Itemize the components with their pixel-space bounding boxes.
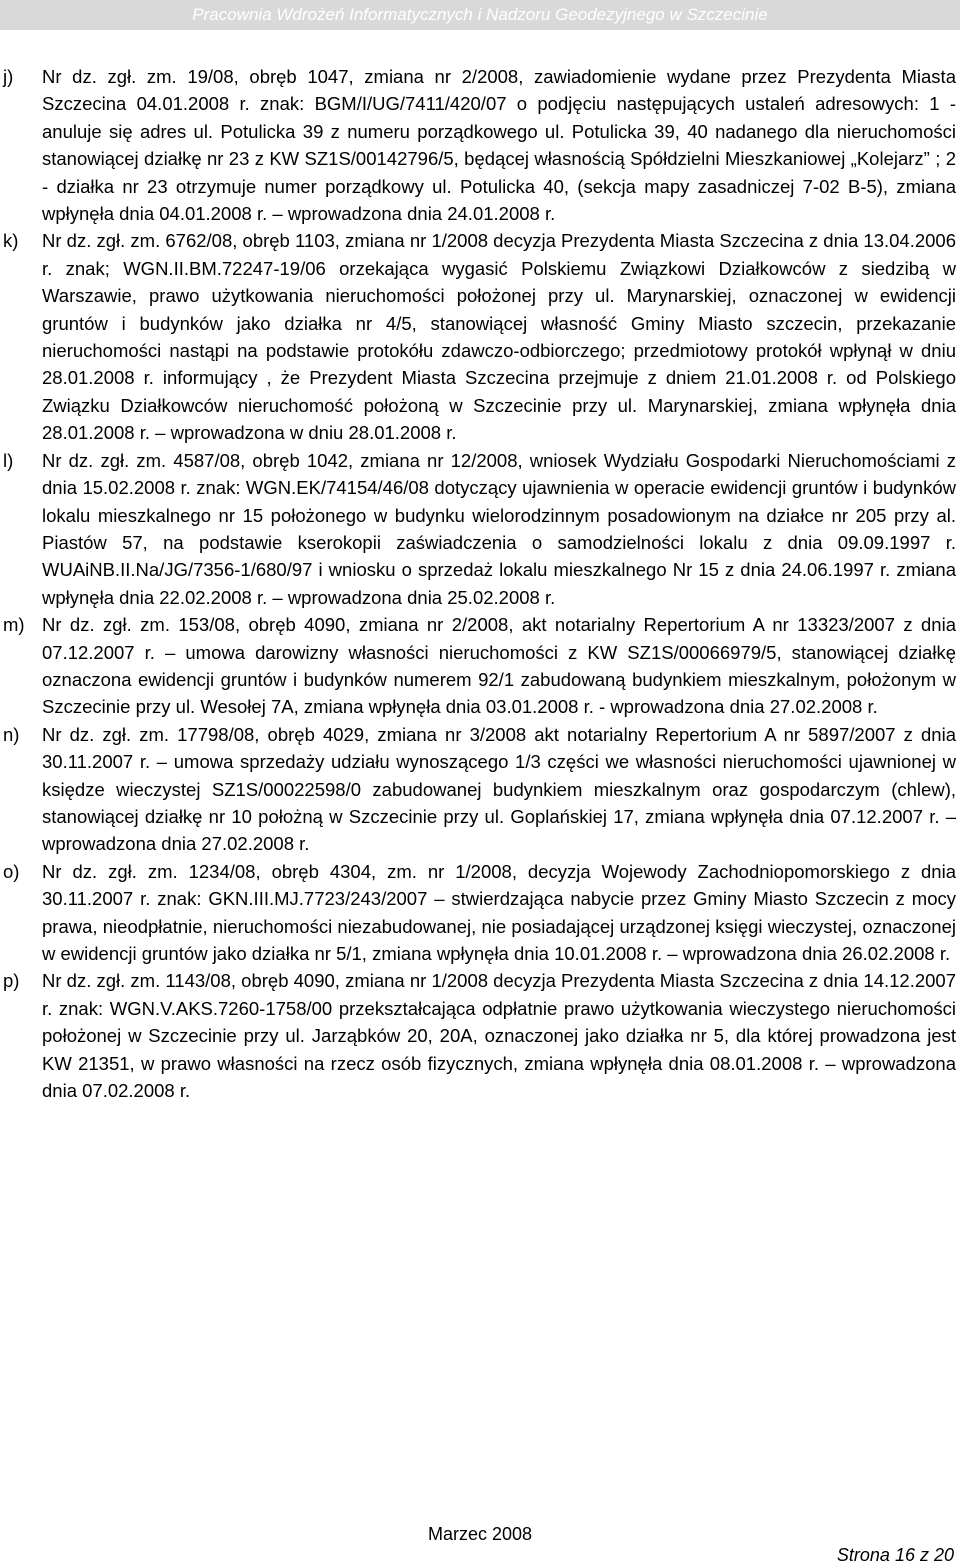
page-number: Strona 16 z 20 [836, 1545, 954, 1565]
list-item-j [0, 63, 960, 227]
footer-date: Marzec 2008 [427, 1524, 533, 1544]
item-marker: k) [3, 230, 19, 252]
item-text: Nr dz. zgł. zm. 1143/08, obręb 4090, zmiana nr 1/2008 decyzja Prezydenta Miasta Szczecina z dnia 14.12.2007 r. znak: WGN.V.AKS.7260-1758/00 przekształcająca odpłatnie prawo użytkowania wieczystego nieruchomości położonej w Szczecinie przy ul. Jarząbków 20, 20A, oznaczonej jako działka nr 5, dla której prowadzona jest KW 21351, w prawo własności na rzecz osób fizycznych, zmiana wpłynęła dnia 08.01.2008 r. – wprowadzona dnia 07.02.2008 r. [42, 970, 956, 1102]
item-text: Nr dz. zgł. zm. 19/08, obręb 1047, zmiana nr 2/2008, zawiadomienie wydane przez Prezydenta Miasta Szczecina 04.01.2008 r. znak: BGM/I/UG/7411/420/07 o podjęciu następujących ustaleń adresowych: 1 - anuluje się adres ul. Potulicka 39 z numeru porządkowego ul. Potulicka 39, 40 nadanego dla nieruchomości stanowiącej działkę nr 23 z KW SZ1S/00142796/5, będącej własnością Spółdzielni Mieszkaniowej „Kolejarz” ; 2 - działka nr 23 otrzymuje numer porządkowy ul. Potulicka 40, (sekcja mapy zasadniczej 7-02 B-5), zmiana wpłynęła dnia 04.01.2008 r. – wprowadzona dnia 24.01.2008 r. [42, 66, 956, 225]
item-text: Nr dz. zgł. zm. 6762/08, obręb 1103, zmiana nr 1/2008 decyzja Prezydenta Miasta Szczecina z dnia 13.04.2006 r. znak; WGN.II.BM.72247-19/06 orzekająca wygasić Polskiemu Związkowi Działkowców z siedzibą w Warszawie, prawo użytkowania nieruchomości położonej przy ul. Marynarskiej, oznaczonej w ewidencji gruntów i budynków jako działka nr 4/5, stanowiącej własność Gminy Miasto szczecin, przekazanie nieruchomości nastąpi na podstawie protokółu zdawczo-odbiorczego; przedmiotowy protokół wpłynął w dniu 28.01.2008 r. informujący , że Prezydent Miasta Szczecina przejmuje z dniem 21.01.2008 r. od Polskiego Związku Działkowców nieruchomość położoną w Szczecinie przy ul. Marynarskiej, zmiana wpłynęła dnia 28.01.2008 r. – wprowadzona w dniu 28.01.2008 r. [42, 230, 956, 444]
list-item-p [0, 967, 960, 1104]
item-marker: o) [3, 860, 20, 882]
item-text: Nr dz. zgł. zm. 4587/08, obręb 1042, zmiana nr 12/2008, wniosek Wydziału Gospodarki Nieruchomościami z dnia 15.02.2008 r. znak: WGN.EK/74154/46/08 dotyczący ujawnienia w operacie ewidencji gruntów i budynków lokalu mieszkalnego nr 15 położonego w budynku wielorodzinnym posadowionym na działce nr 205 przy al. Piastów 57, na podstawie kserokopii zaświadczenia o samodzielności lokalu z dnia 09.09.1997 r. WUAiNB.II.Na/JG/7356-1/680/97 i wniosku o sprzedaż lokalu mieszkalnego Nr 15 z dnia 24.06.1997 r. zmiana wpłynęła dnia 22.02.2008 r. – wprowadzona dnia 25.02.2008 r. [42, 449, 956, 608]
item-text: Nr dz. zgł. zm. 17798/08, obręb 4029, zmiana nr 3/2008 akt notarialny Repertorium A nr 5897/2007 z dnia 30.11.2007 r. – umowa sprzedaży udziału wynoszącego 1/3 części we własności nieruchomości ujawnionej w księdze wieczystej SZ1S/00022598/0 zabudowanej budynkiem mieszkalnym oraz gospodarczym (chlew), stanowiącej działkę nr 10 położną w Szczecinie przy ul. Goplańskiej 17, zmiana wpłynęła dnia 07.12.2007 r. – wprowadzona dnia 27.02.2008 r. [42, 723, 956, 855]
list-item-m [0, 611, 960, 721]
list-item-o [0, 858, 960, 968]
list-item-n [0, 721, 960, 858]
item-marker: l) [3, 449, 14, 471]
document-body [0, 63, 960, 1104]
header-title: Pracownia Wdrożeń Informatycznych i Nadzoru Geodezyjnego w Szczecinie [192, 5, 768, 24]
item-text: Nr dz. zgł. zm. 1234/08, obręb 4304, zm. nr 1/2008, decyzja Wojewody Zachodniopomorskiego z dnia 30.11.2007 r. znak: GKN.III.MJ.7723/243/2007 – stwierdzająca nabycie przez Gminy Miasto Szczecin z mocy prawa, nieodpłatnie, nieruchomości niezabudowanej, nie posiadającej urządzonej księgi wieczystej, oznaczonej w ewidencji gruntów jako działka nr 5/1, zmiana wpłynęła dnia 10.01.2008 r. – wprowadzona dnia 26.02.2008 r. [42, 860, 956, 964]
item-marker: j) [3, 66, 14, 87]
list-item-k [0, 227, 960, 446]
item-marker: n) [3, 723, 20, 745]
item-marker: m) [3, 614, 25, 636]
list-item-l [0, 447, 960, 611]
item-text: Nr dz. zgł. zm. 153/08, obręb 4090, zmiana nr 2/2008, akt notarialny Repertorium A nr 13323/2007 z dnia 07.12.2007 r. – umowa darowizny własności nieruchomości z KW SZ1S/00066979/5, stanowiącej działkę oznaczona ewidencji gruntów i budynków numerem 92/1 zabudowaną budynkiem mieszkalnym, położonym w Szczecinie przy ul. Wesołej 7A, zmiana wpłynęła dnia 03.01.2008 r. - wprowadzona dnia 27.02.2008 r. [42, 614, 956, 718]
item-marker: p) [3, 970, 20, 992]
